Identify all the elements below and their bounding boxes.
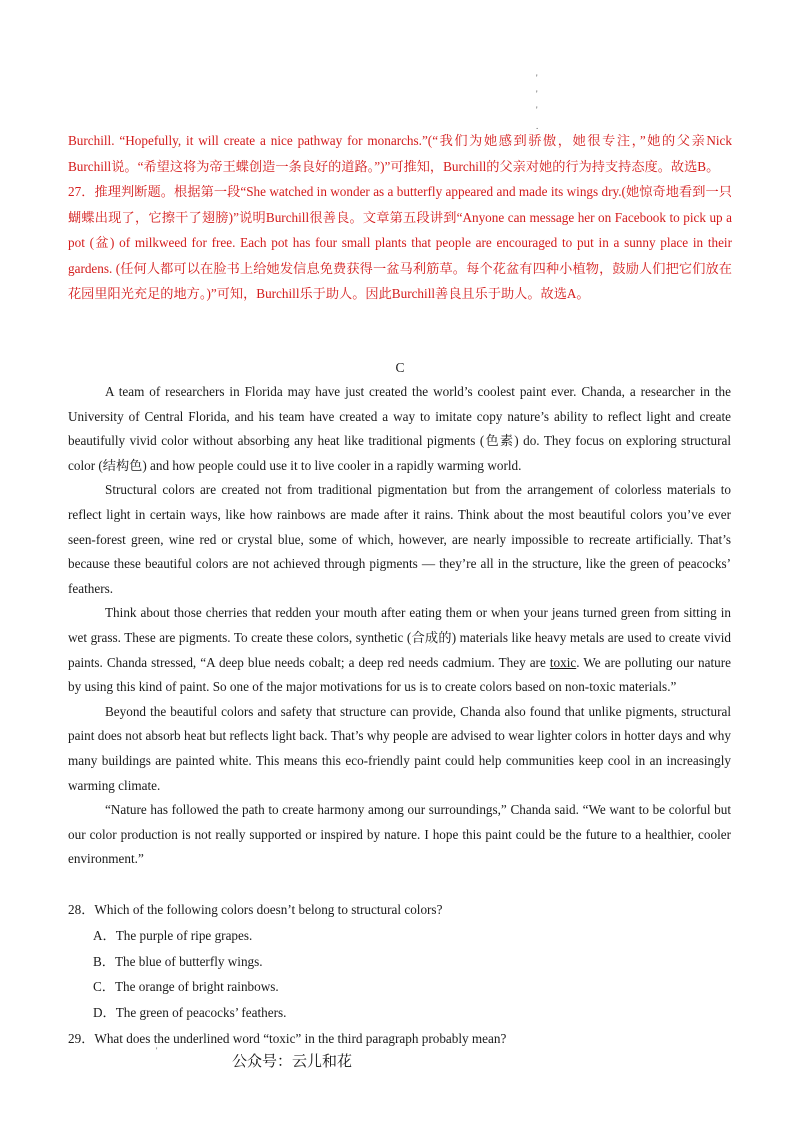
section-label: C — [395, 360, 405, 375]
question-29: 29．What does the underlined word “toxic” in the third paragraph probably mean? — [68, 1030, 507, 1046]
question-28-option-d: D．The green of peacocks’ feathers. — [93, 1005, 287, 1021]
questions — [68, 897, 732, 1052]
top-mark: ' — [536, 105, 538, 115]
footer-mark: ' — [156, 1046, 158, 1055]
answer-para-2: 27．推理判断题。根据第一段“She watched in wonder as a butterfly appeared and made its wings dry.(她惊奇地看到一只蝴蝶出现了，它擦干了翅膀)”说明Burchill很善良。文章第五段讲到“Anyone can message her on Facebook to pick up a pot (盆) of milkweed for free. Each pot has four small plants that people are encouraged to put in a sunny place in their gardens. (任何人都可以在脸书上给她发信息免费获得一盆马利筋草。每个花盆有四种小植物，鼓励人们把它们放在花园里阳光充足的地方。)”可知，Burchill乐于助人。因此Burchill善良且乐于助人。故选A。 — [68, 184, 732, 301]
passage-para-3-end: . We are polluting our nature by using this kind of paint. So one of the major motivations for us is to create colors based on non-toxic materials.” — [68, 654, 731, 695]
passage-para-3-start: Think about those cherries that redden your mouth after eating them or when your jeans turned green from sitting in wet grass. These are pigments. To create these colors, synthetic (合成的) materials like heavy metals are used to create vivid paints. Chanda stressed, “A deep blue needs cobalt; a deep red needs cadmium. They are — [68, 605, 731, 670]
footer-watermark: 公众号：云儿和花 — [232, 1052, 353, 1070]
top-marks — [536, 70, 546, 134]
passage-para-2: Structural colors are created not from traditional pigmentation but from the arrangement of colorless materials to reflect light in certain ways, like how rainbows are made after it rains. Think about the most beautiful colors you’ve ever seen-forest green, wine red or crystal blue, some of which, however, are nearly impossible to recreate artificially. That’s because these beautiful colors are not achieved through pigments — they’re all in the structure, like the green of peacocks’ feathers. — [68, 482, 731, 596]
question-28-option-c: C．The orange of bright rainbows. — [93, 979, 279, 995]
top-mark: ' — [536, 89, 538, 99]
top-mark: ' — [536, 73, 538, 83]
passage-para-5: “Nature has followed the path to create harmony among our surroundings,” Chanda said. “We want to be colorful but our color production is not really supported or inspired by nature. I hope this paint could be the future to a healthier, cooler environment.” — [68, 802, 731, 867]
underlined-word: toxic — [549, 654, 577, 670]
reading-passage — [68, 380, 731, 872]
passage-para-4: Beyond the beautiful colors and safety that structure can provide, Chanda also found that unlike pigments, structural paint does not absorb heat but reflects light back. That’s why people are advised to wear lighter colors in hotter days and why many buildings are painted white. This means this eco-friendly paint could help communities keep cool in an increasingly warming climate. — [68, 703, 731, 793]
question-28-option-b: B．The blue of butterfly wings. — [93, 953, 263, 969]
top-mark: . — [536, 121, 539, 131]
passage-para-3 — [68, 601, 731, 699]
answer-para-1: Burchill. “Hopefully, it will create a nice pathway for monarchs.”(“我们为她感到骄傲，她很专注，”她的父亲Nick Burchill说。“希望这将为帝王蝶创造一条良好的道路。”)”可推知，Burchill的父亲对她的行为持支持态度。故选B。 — [68, 133, 732, 174]
passage-para-1: A team of researchers in Florida may have just created the world’s coolest paint ever. Chanda, a researcher in the University of Central Florida, and his team have created a way to imitate copy nature’s ability to reflect light and create beautifully vivid color without absorbing any heat like traditional pigments (色素) do. They focus on exploring structural color (结构色) and how people could use it to live cooler in a rapidly warming world. — [68, 384, 731, 473]
question-28: 28．Which of the following colors doesn’t belong to structural colors? — [68, 902, 443, 917]
answer-explanation — [68, 128, 732, 307]
question-28-option-a: A．The purple of ripe grapes. — [93, 927, 253, 943]
